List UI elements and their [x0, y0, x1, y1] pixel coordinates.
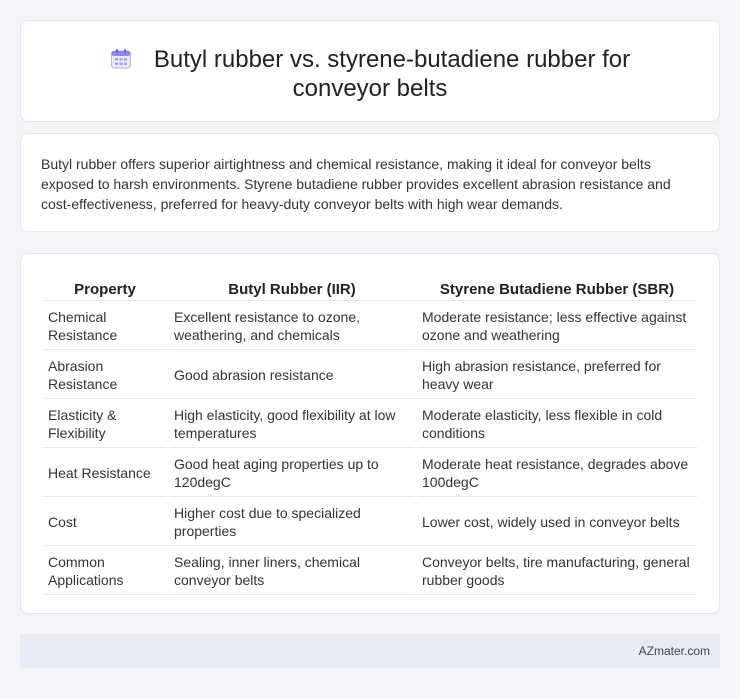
row-sbr-value: Moderate heat resistance, degrades above 100degC — [417, 450, 697, 497]
table-row — [43, 548, 697, 595]
row-property: Chemical Resistance — [43, 303, 167, 350]
row-sbr-value: Lower cost, widely used in conveyor belts — [417, 499, 697, 546]
row-property: Abrasion Resistance — [43, 352, 167, 399]
row-sbr-value: Conveyor belts, tire manufacturing, general rubber goods — [417, 548, 697, 595]
row-sbr-value: Moderate elasticity, less flexible in cold conditions — [417, 401, 697, 448]
page-title-wrap — [61, 45, 679, 103]
row-butyl-value: Higher cost due to specialized properties — [169, 499, 415, 546]
row-property: Heat Resistance — [43, 450, 167, 497]
header-sbr: Styrene Butadiene Rubber (SBR) — [417, 277, 697, 301]
table-row — [43, 450, 697, 497]
row-butyl-value: Excellent resistance to ozone, weathering, and chemicals — [169, 303, 415, 350]
comparison-card — [20, 253, 720, 614]
title-card — [20, 20, 720, 122]
calendar-icon — [110, 48, 132, 70]
header-butyl: Butyl Rubber (IIR) — [169, 277, 415, 301]
table-row — [43, 401, 697, 448]
comparison-table — [41, 275, 699, 597]
row-butyl-value: Good abrasion resistance — [169, 352, 415, 399]
row-property: Common Applications — [43, 548, 167, 595]
row-sbr-value: High abrasion resistance, preferred for heavy wear — [417, 352, 697, 399]
description-card — [20, 133, 720, 232]
row-butyl-value: High elasticity, good flexibility at low temperatures — [169, 401, 415, 448]
footer-brand: AZmater.com — [638, 644, 710, 658]
table-header-row — [43, 277, 697, 301]
row-butyl-value: Good heat aging properties up to 120degC — [169, 450, 415, 497]
description-text: Butyl rubber offers superior airtightness and chemical resistance, making it ideal for conveyor belts exposed to harsh environments. Styrene butadiene rubber provides excellent abrasion resistance and cost-effectiveness, preferred for heavy-duty conveyor belts with high wear demands. — [41, 156, 671, 212]
page-title: Butyl rubber vs. styrene-butadiene rubber for conveyor belts — [153, 46, 631, 102]
row-property: Cost — [43, 499, 167, 546]
row-sbr-value: Moderate resistance; less effective against ozone and weathering — [417, 303, 697, 350]
table-row — [43, 499, 697, 546]
row-butyl-value: Sealing, inner liners, chemical conveyor belts — [169, 548, 415, 595]
table-row — [43, 352, 697, 399]
footer — [20, 634, 720, 668]
table-row — [43, 303, 697, 350]
row-property: Elasticity & Flexibility — [43, 401, 167, 448]
header-property: Property — [43, 277, 167, 301]
